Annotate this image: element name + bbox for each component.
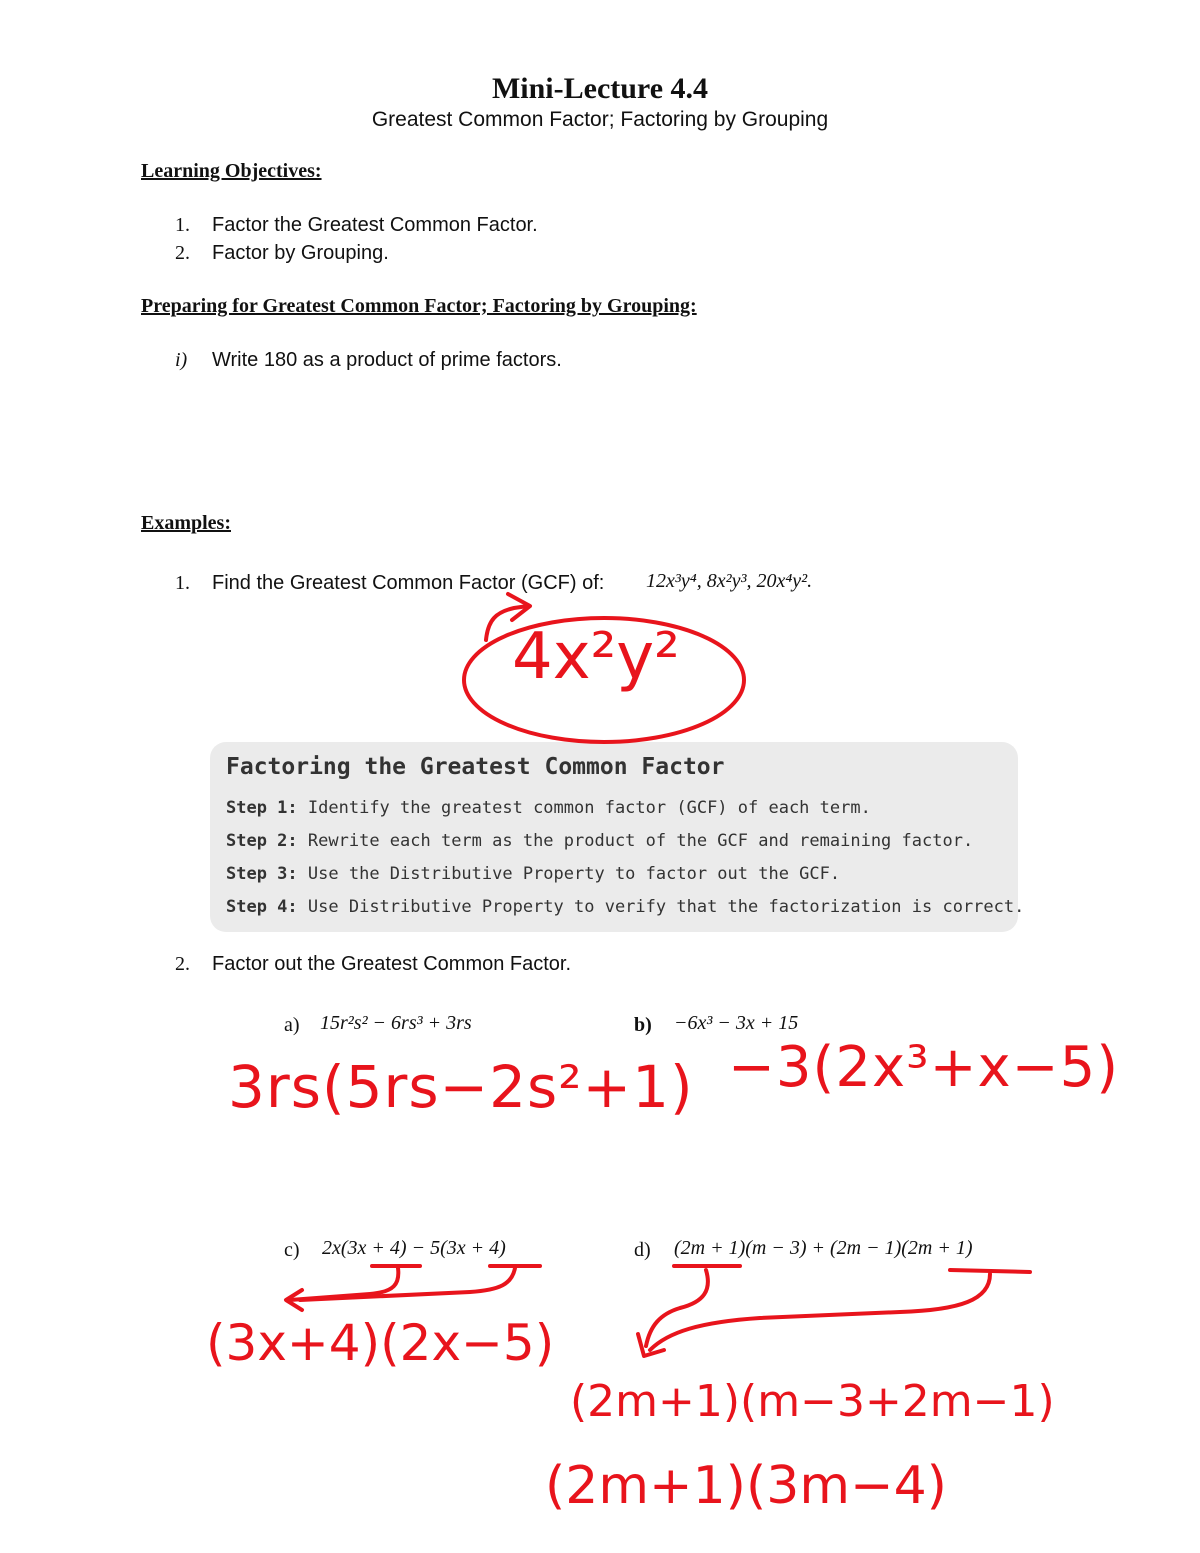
example-2c-expression: 2x(3x + 4) − 5(3x + 4)	[322, 1237, 506, 1259]
example-1-num: 1.	[175, 572, 190, 594]
example-2a-expression: 15r²s² − 6rs³ + 3rs	[320, 1012, 472, 1034]
objective-1-num: 1.	[175, 214, 190, 236]
gcf-step-1-label: Step 1:	[226, 798, 298, 818]
example-2a-answer: 3rs(5rs−2s²+1)	[228, 1053, 694, 1121]
objective-2-num: 2.	[175, 242, 190, 264]
example-2-text: Factor out the Greatest Common Factor.	[212, 953, 572, 975]
gcf-step-4-text: Use Distributive Property to verify that the factorization is correct.	[307, 897, 1025, 917]
example-2c-label: c)	[284, 1239, 300, 1261]
examples-heading: Examples:	[141, 512, 231, 534]
gcf-step-3-text: Use the Distributive Property to factor out the GCF.	[307, 864, 841, 884]
example-2d-label: d)	[634, 1239, 651, 1261]
page-title: Mini-Lecture 4.4	[491, 72, 709, 105]
example-1-answer: 4x²y²	[512, 620, 680, 694]
example-2d-answer-line-1: (2m+1)(m−3+2m−1)	[570, 1376, 1055, 1427]
gcf-step-3-label: Step 3:	[226, 864, 298, 884]
preparing-item-text: Write 180 as a product of prime factors.	[212, 349, 562, 371]
example-2b-answer: −3(2x³+x−5)	[728, 1035, 1120, 1100]
arrow-d-head	[638, 1334, 664, 1356]
bracket-d-2	[650, 1274, 990, 1350]
gcf-step-2-text: Rewrite each term as the product of the GCF and remaining factor.	[307, 831, 974, 851]
objective-1-text: Factor the Greatest Common Factor.	[212, 214, 538, 236]
gcf-step-4-label: Step 4:	[226, 897, 298, 917]
example-2a-label: a)	[284, 1014, 300, 1036]
objectives-heading: Learning Objectives:	[141, 160, 322, 182]
example-2d-answer-line-2: (2m+1)(3m−4)	[545, 1456, 947, 1516]
gcf-step-1-text: Identify the greatest common factor (GCF) of each term.	[307, 798, 871, 818]
example-2d-expression: (2m + 1)(m − 3) + (2m − 1)(2m + 1)	[674, 1237, 973, 1259]
example-1-text: Find the Greatest Common Factor (GCF) of:	[212, 572, 605, 594]
example-2-num: 2.	[175, 953, 190, 975]
answer-circle	[464, 618, 744, 742]
page-subtitle: Greatest Common Factor; Factoring by Grouping	[371, 108, 829, 131]
underline-d-2	[950, 1270, 1030, 1272]
preparing-item-num: i)	[175, 349, 188, 371]
objective-2-text: Factor by Grouping.	[212, 242, 389, 264]
example-1-expression: 12x³y⁴, 8x²y³, 20x⁴y².	[646, 570, 813, 592]
example-2b-expression: −6x³ − 3x + 15	[674, 1012, 799, 1034]
example-2b-label: b)	[634, 1014, 652, 1036]
gcf-steps-title: Factoring the Greatest Common Factor	[226, 754, 725, 780]
example-2c-answer: (3x+4)(2x−5)	[206, 1314, 555, 1372]
preparing-heading: Preparing for Greatest Common Factor; Factoring by Grouping:	[141, 295, 697, 317]
gcf-step-2-label: Step 2:	[226, 831, 298, 851]
